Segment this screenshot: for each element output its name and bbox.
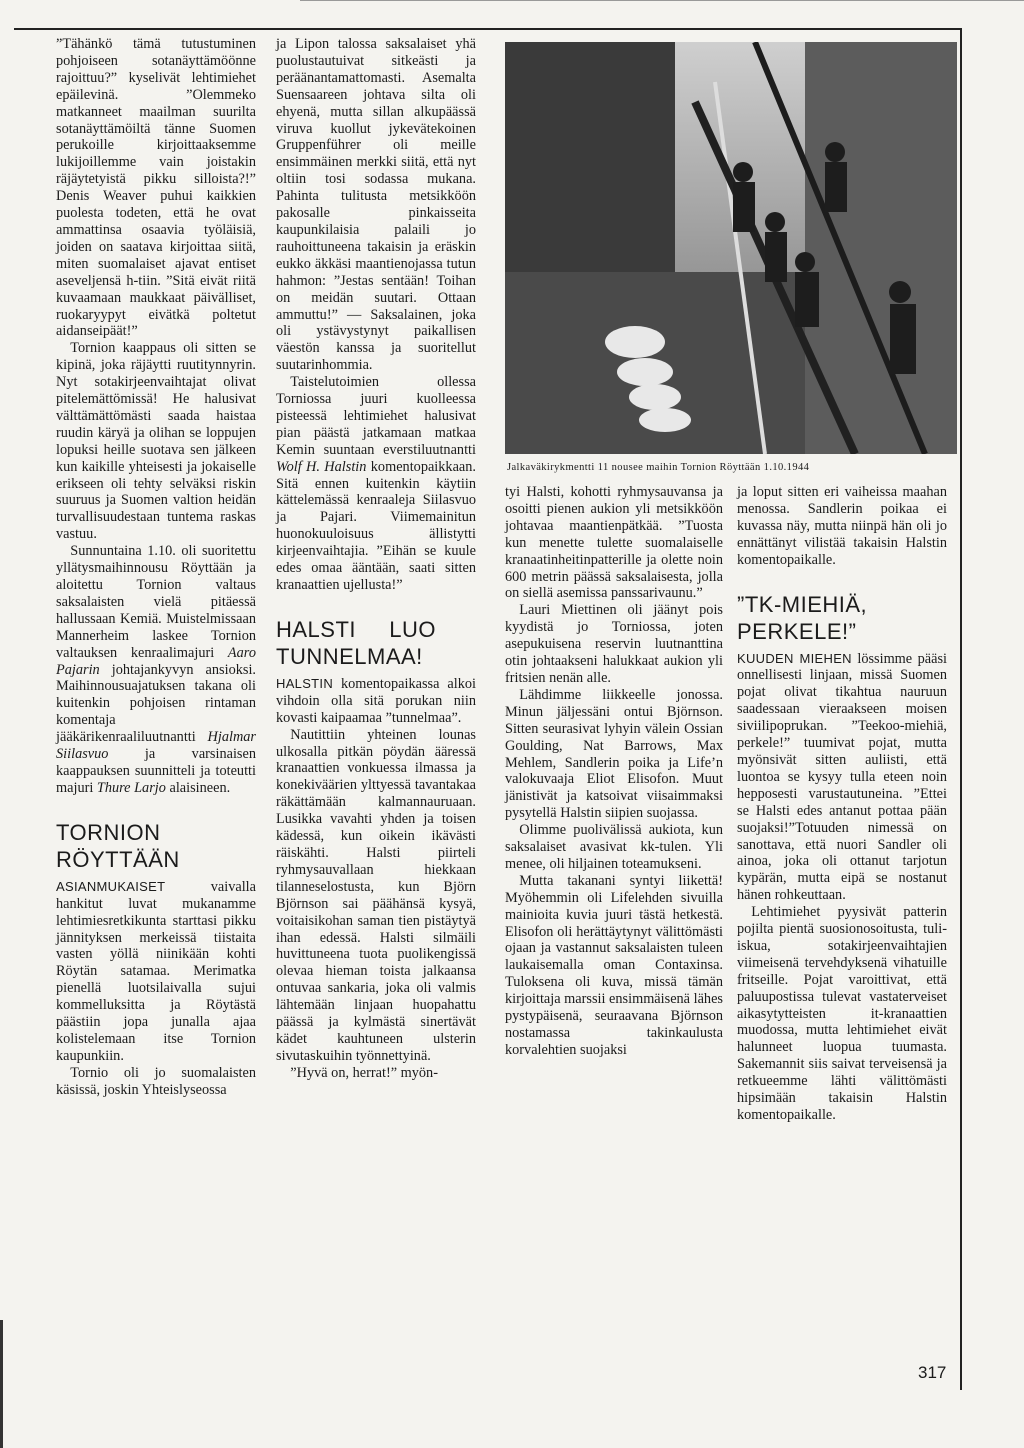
paragraph: ASIANMUKAISET vaivalla hankitut luvat mukanamme lehtimiesretkikunta starttasi pikku jännityksen merkeissä tiistaita vasten yöllä niinikään kohti Röytän satamaa. Merimatka pienellä luotsilaivalla sujui kommelluksitta ja Röytästä päästiin jopa junalla ajaa kolistelemaan itse Tornion kaupunkiin. bbox=[56, 878, 256, 1064]
news-photo bbox=[505, 42, 957, 454]
paragraph: Olimme puolivälissä aukiota, kun saksalaiset avasivat kk-tulen. Yli menee, oli hiljainen toteamukseni. bbox=[505, 822, 723, 872]
paragraph: Lehtimiehet pyysivät patterin pojilta pientä suosionosoitusta, tuli-iskua, sotakirjeenvaihtajien viimeisenä tervehdyksenä vihatuille fritseille. Pojat varoittivat, että paluupostissa tulevat vastaterveiset aikasytytteisten it-kranaattien muodossa, mutta lehtimiehet eivät halunneet luopua tuumasta. Sakemannit siis saivat terveisensä ja retkueemme lähti välittömästi hipsimään takaisin Halstin komentopaikalle. bbox=[737, 904, 947, 1123]
paragraph: Taistelutoimien ollessa Torniossa juuri kuolleessa pisteessä lehtimiehet halusivat pian päästä jatkamaan matkaa Kemin suuntaan everstiluutnantti Wolf H. Halstin komentopaikkaan. Sitä ennen kuitenkin käytiin kättelemässä kenraaleja Siilasvuo ja Pajari. Viimemainitun huonokuuloisuus ällistytti kirjeenvaihtajia. ”Eihän se kuule edes omaa ääntään, saati sitten kranaattien ujellusta!” bbox=[276, 374, 476, 593]
article-column-3 bbox=[505, 484, 723, 1059]
paragraph: Mutta takanani syntyi liikettä! Myöhemmin oli Lifelehden sivuilla mainioita kuvia juuri tästä hetkestä. Elisofon oli herättäytynyt välittömästi ojaan ja vastannut saksalaisten tuleen laukaisemalla oman Contaxinsa. Tuloksena oli kuva, missä tämän kirjoittaja marssii ensimmäisenä lähes pystypäisenä, seuraavana Björnson nostamassa takinkaulusta korvalehtien suojaksi bbox=[505, 872, 723, 1058]
section-heading: ”TK-MIEHIÄ, PERKELE!” bbox=[737, 591, 868, 644]
photo-illustration bbox=[505, 42, 957, 454]
section-heading: HALSTI LUO TUNNELMAA! bbox=[276, 616, 436, 669]
paragraph: ”Tähänkö tämä tutustuminen pohjoiseen sotanäyttämöönne rajoittuu?” kyselivät lehtimiehet epäilevinä. ”Olemmeko matkanneet maailman suurilta sotanäyttämöiltä tänne Suomen perukoille kirjoittaaksemme lukijoillemme vain joistakin räjäytetyistä pikku silloista?!” Denis Weaver puhui kaikkien puolesta todeten, että he ovat ammattinsa osaavia työläisiä, joiden on saatava kirjoittaa siitä, miten suomalaiset ajavat entiset aseveljensä h-tiin. ”Sitä eivät riitä kuvaamaan maukkaat päivälliset, ruokaryypyt eivätkä poltetut aidanseipäät!” bbox=[56, 36, 256, 340]
paragraph: Tornion kaappaus oli sitten se kipinä, joka räjäytti ruutitynnyrin. Nyt sotakirjeenvaihtajat olivat pitelemättömissä! He halusivat välttämättömästi saada haistaa ruudin käryä ja olihan se loppujen lopuksi heille suotava sen jälkeen kun kaikille yhteisesti ja jokaiselle erikseen oli tehty selväksi riskin suuruus ja Suomen valtion heidän turvallisuudestaan tuntema raskas vastuu. bbox=[56, 340, 256, 543]
person-name: Hjalmar Siilasvuo bbox=[56, 729, 256, 763]
person-name: Thure Larjo bbox=[96, 779, 166, 796]
paragraph: Sunnuntaina 1.10. oli suoritettu yllätysmaihinnousu Röyttään ja aloitettu Tornion valtaus saksalaisten vielä pitäessä hallussaan Kemiä. Muistelmissaan Mannerheim laskee Tornion valtauksen kenraalimajuri Aaro Pajarin johtajankyvyn ansioksi. Maihinnousuajatuksen takana oli kuitenkin pohjoisen rintaman komentaja jääkärikenraaliluutnantti Hjalmar Siilasvuo ja varsinaisen kaappauksen suunnitteli ja toteutti majuri Thure Larjo alaisineen. bbox=[56, 543, 256, 796]
paragraph: ja loput sitten eri vaiheissa maahan menossa. Sandlerin poikaa ei kuvassa näy, mutta niinpä hän oli jo ennättänyt vilistää takaisin Halstin komentopaikalle. bbox=[737, 484, 947, 568]
scan-edge bbox=[300, 0, 1024, 1]
article-column-1 bbox=[56, 36, 256, 1099]
article-column-4 bbox=[737, 484, 947, 1124]
paragraph: Lauri Miettinen oli jäänyt pois kyydistä jo Torniossa, joten asepukuisena reservin luutnanttina otin johtaakseni halukkaat aukion yli fritsien nenän alle. bbox=[505, 602, 723, 686]
paragraph: Tornio oli jo suomalaisten käsissä, joskin Yhteislyseossa bbox=[56, 1064, 256, 1098]
person-name: Aaro Pajarin bbox=[56, 644, 256, 678]
paragraph: KUUDEN MIEHEN lössimme pääsi onnellisesti linjaan, missä Suomen pojat olivat tikahtua nauruun saadessaan vieraakseen moisen siviilipoprukan. ”Teekoo-miehiä, perkele!” tuumivat pojat, mutta myönsivät sitten auliisti, että luontoa se kysyy tulla eteen noin hepposesti varustautuneina. ”Ettei se Halsti edes antanut pottaa pään suojaksi!”Totuuden nimessä on sanottava, että nuori Sandler oli ainoa, joka oli ottanut tarjotun kypärän, mutta eipä se nostanut hänen rohkeuttaan. bbox=[737, 650, 947, 904]
paragraph: Lähdimme liikkeelle jonossa. Minun jäljessäni ontui Björnson. Sitten seurasivat lyhyin välein Ossian Goulding, Nat Barrows, Max Mehlem, Sandlerin poika ja Life’n valokuvaaja Eliot Elisofon. Muut jänistivät ja katsoivat viisaimmaksi pysytellä Halstin siipien suojassa. bbox=[505, 686, 723, 822]
photo-caption: Jalkaväkirykmentti 11 nousee maihin Tornion Röyttään 1.10.1944 bbox=[507, 462, 810, 473]
paragraph: ”Hyvä on, herrat!” myön- bbox=[290, 1064, 438, 1081]
paragraph: tyi Halsti, kohotti ryhmysauvansa ja osoitti pienen aukion yli metsikköön johtavaa maantienpätkää. ”Tuosta kun menette tulette suomalaiselle kranaatinheitinpatterille ja olette noin 600 metrin päässä saksalaisesta, jolla on siellä asemissa panssarivaunu.” bbox=[505, 484, 723, 602]
person-name: Wolf H. Halstin bbox=[276, 458, 367, 475]
paragraph: Nautittiin yhteinen lounas ulkosalla pitkän pöydän ääressä kranaattien vonkuessa ilmassa ja konekiväärien ylttyessä tavantakaa räkättämään kalmannauruaan. Lusikka vavahti yhden ja toisen kädessä, kun oikein ikävästi räiskähti. Halsti piirteli ryhmysauvallaan hiekkaan tilanneselostusta, kun Björn Björnson sai päähänsä kysyä, voitaisikohan saman tien pistäytyä ihan edessä. Halsti silmäili huvittuneena tuota puolikengissä olevaa hieman toista jalkaansa ontuvaa sankaria, joka oli valmis lähtemään linjaan huopahattu päässä ja kylmästä sinertävät kädet kauhtuneen ulsterin sivutaskuihin työnnettyinä. bbox=[276, 726, 476, 1064]
section-heading: TORNION RÖYTTÄÄN bbox=[56, 819, 180, 872]
paragraph: ja Lipon talossa saksalaiset yhä puolustautuivat sitkeästi ja peräänantamattomasti. Asemalta Suensaareen johtava silta oli ehyenä, mutta sillan alkupäässä viruva kuollut jykevätekoinen Gruppenführer oli meille ensimmäinen merkki siitä, että nyt oltiin tosi sodassa mukana. Pahinta tulitusta metsikköön pakosalle pinkaisseita kaupunkilaisia palaili jo rauhoittuneena takaisin ja eräskin eukko äkkäsi maantienojassa tutun hahmon: ”Jestas sentään! Toihan on meidän suutari. Ottaan ammuttu!” — Saksalainen, joka oli ystävystynyt paikallisen väestön kanssa ja suoritellut suutarinhommia. bbox=[276, 36, 476, 374]
article-column-2 bbox=[276, 36, 476, 1082]
page-number: 317 bbox=[918, 1363, 947, 1382]
scan-edge bbox=[0, 1320, 3, 1448]
paragraph: HALSTIN komentopaikassa alkoi vihdoin olla sitä porukan niin kovasti kaipaamaa ”tunnelmaa”. bbox=[276, 675, 476, 726]
